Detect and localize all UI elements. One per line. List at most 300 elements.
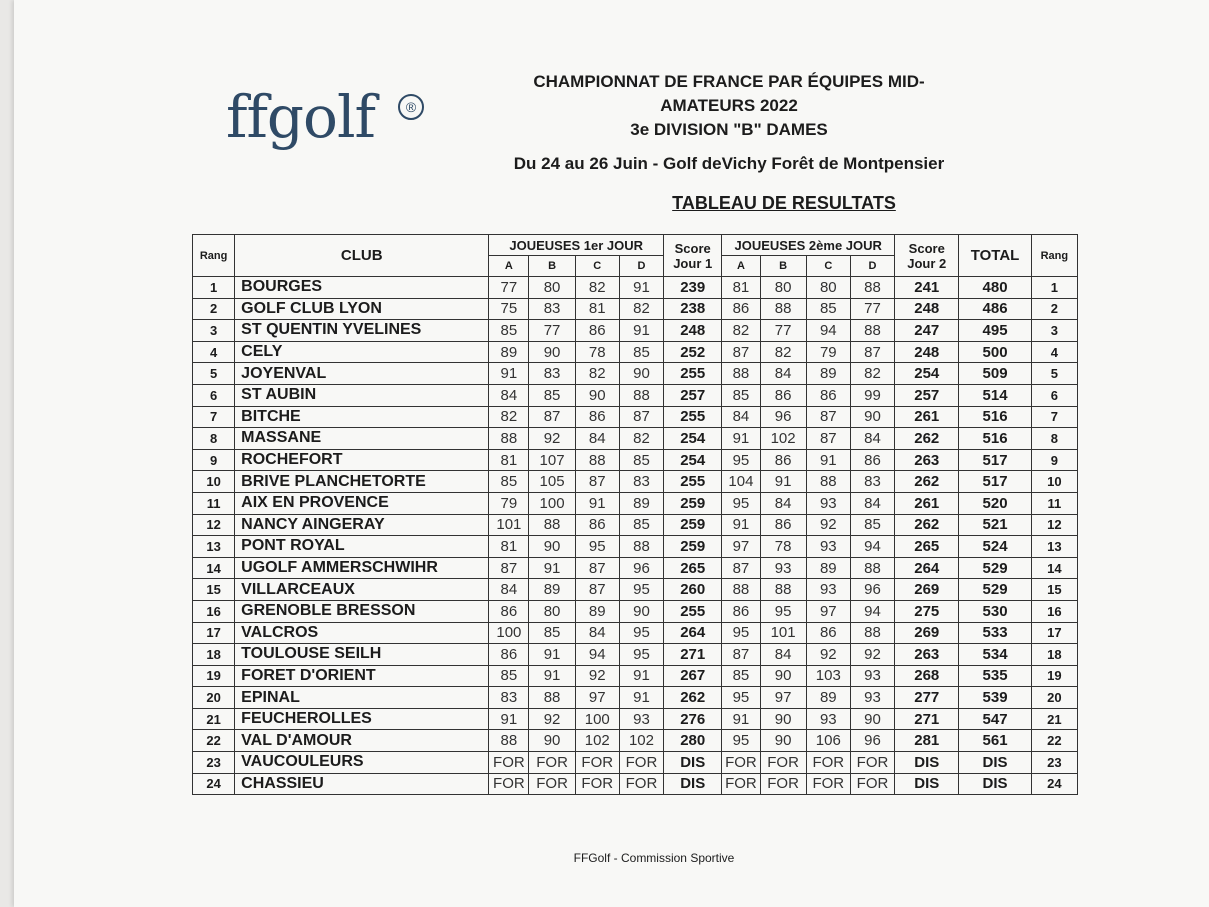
club-name-cell: AIX EN PROVENCE [235,492,489,514]
total-cell: 529 [959,557,1031,579]
day2-player-score-cell: FOR [850,773,894,795]
total-cell: 520 [959,492,1031,514]
day1-player-score-cell: 91 [575,492,619,514]
total-cell: 534 [959,644,1031,666]
total-cell: DIS [959,773,1031,795]
total-cell: 561 [959,730,1031,752]
day2-player-score-cell: 106 [806,730,850,752]
day2-player-score-cell: 91 [722,514,760,536]
day1-player-score-cell: 89 [619,492,663,514]
header-player-d: D [850,256,894,277]
day2-player-score-cell: 78 [760,536,806,558]
table-row [193,298,1078,320]
header-player-b: B [760,256,806,277]
day1-player-score-cell: 107 [529,449,575,471]
day2-player-score-cell: FOR [806,773,850,795]
day2-player-score-cell: 93 [850,665,894,687]
rank-right-cell: 13 [1031,536,1077,558]
day2-player-score-cell: 85 [722,665,760,687]
day2-player-score-cell: 88 [722,579,760,601]
day2-player-score-cell: FOR [760,773,806,795]
club-name-cell: CELY [235,341,489,363]
day1-player-score-cell: 95 [575,536,619,558]
rank-cell: 10 [193,471,235,493]
day1-score-cell: 238 [664,298,722,320]
day1-score-cell: 260 [664,579,722,601]
day2-player-score-cell: 86 [760,384,806,406]
day2-player-score-cell: 86 [806,384,850,406]
rank-cell: 24 [193,773,235,795]
total-cell: 495 [959,320,1031,342]
day1-player-score-cell: 86 [575,406,619,428]
day2-player-score-cell: 95 [722,730,760,752]
rank-cell: 16 [193,600,235,622]
total-cell: 500 [959,341,1031,363]
day1-player-score-cell: 88 [489,730,529,752]
day2-score-cell: 257 [895,384,959,406]
header-score-day2-line2: Jour 2 [907,255,947,271]
rank-cell: 8 [193,428,235,450]
day1-player-score-cell: 97 [575,687,619,709]
rank-right-cell: 14 [1031,557,1077,579]
club-name-cell: ST QUENTIN YVELINES [235,320,489,342]
ffgolf-logo: ffgolf [226,83,375,151]
club-name-cell: VAUCOULEURS [235,752,489,774]
day2-player-score-cell: 80 [806,277,850,299]
document-page [14,0,1209,907]
day2-score-cell: 271 [895,708,959,730]
day2-score-cell: 277 [895,687,959,709]
day2-player-score-cell: 88 [850,277,894,299]
rank-right-cell: 24 [1031,773,1077,795]
day2-player-score-cell: 91 [760,471,806,493]
rank-right-cell: 10 [1031,471,1077,493]
day1-player-score-cell: 95 [619,644,663,666]
club-name-cell: CHASSIEU [235,773,489,795]
header-player-b: B [529,256,575,277]
title-line: AMATEURS 2022 [660,96,798,115]
table-row [193,449,1078,471]
header-day1-players: JOUEUSES 1er JOUR [489,235,664,256]
table-title: TABLEAU DE RESULTATS [672,193,896,213]
day2-player-score-cell: 90 [760,708,806,730]
day1-player-score-cell: 93 [619,708,663,730]
header-total: TOTAL [959,235,1031,277]
day1-player-score-cell: FOR [575,752,619,774]
day1-score-cell: 255 [664,600,722,622]
day1-player-score-cell: 88 [489,428,529,450]
day1-player-score-cell: 91 [619,320,663,342]
day2-player-score-cell: 99 [850,384,894,406]
club-name-cell: JOYENVAL [235,363,489,385]
table-row [193,341,1078,363]
day2-player-score-cell: 94 [850,536,894,558]
day2-score-cell: 261 [895,492,959,514]
total-cell: 480 [959,277,1031,299]
club-name-cell: UGOLF AMMERSCHWIHR [235,557,489,579]
table-row [193,622,1078,644]
document-title [444,70,1014,142]
day2-player-score-cell: 90 [760,665,806,687]
rank-cell: 15 [193,579,235,601]
day2-player-score-cell: 86 [760,514,806,536]
day1-player-score-cell: 90 [575,384,619,406]
day1-player-score-cell: 89 [529,579,575,601]
total-cell: 530 [959,600,1031,622]
club-name-cell: BOURGES [235,277,489,299]
day1-player-score-cell: 90 [529,341,575,363]
rank-right-cell: 5 [1031,363,1077,385]
header-player-a: A [722,256,760,277]
day2-player-score-cell: 88 [850,557,894,579]
day1-score-cell: 276 [664,708,722,730]
total-cell: 524 [959,536,1031,558]
club-name-cell: MASSANE [235,428,489,450]
day2-player-score-cell: 93 [806,536,850,558]
club-name-cell: TOULOUSE SEILH [235,644,489,666]
day2-player-score-cell: 87 [722,644,760,666]
header-score-day1 [664,235,722,277]
day2-score-cell: 254 [895,363,959,385]
rank-cell: 2 [193,298,235,320]
day1-player-score-cell: 86 [575,320,619,342]
day1-score-cell: 239 [664,277,722,299]
header-rang: Rang [193,235,235,277]
rank-right-cell: 17 [1031,622,1077,644]
rank-right-cell: 21 [1031,708,1077,730]
day2-player-score-cell: 92 [850,644,894,666]
total-cell: 517 [959,471,1031,493]
club-name-cell: VALCROS [235,622,489,644]
day1-player-score-cell: 92 [529,428,575,450]
rank-cell: 13 [193,536,235,558]
day1-score-cell: 259 [664,492,722,514]
results-table [192,234,1078,795]
table-row [193,536,1078,558]
rank-cell: 23 [193,752,235,774]
day1-player-score-cell: 80 [529,277,575,299]
day1-player-score-cell: 83 [489,687,529,709]
rank-right-cell: 20 [1031,687,1077,709]
day1-player-score-cell: 100 [575,708,619,730]
day2-score-cell: 262 [895,514,959,536]
day2-score-cell: 262 [895,471,959,493]
rank-cell: 20 [193,687,235,709]
total-cell: 516 [959,406,1031,428]
day1-player-score-cell: 85 [529,622,575,644]
day1-player-score-cell: FOR [619,773,663,795]
club-name-cell: NANCY AINGERAY [235,514,489,536]
day1-score-cell: 271 [664,644,722,666]
total-cell: 521 [959,514,1031,536]
day2-score-cell: 269 [895,579,959,601]
day2-player-score-cell: 81 [722,277,760,299]
day2-score-cell: 281 [895,730,959,752]
header-score-day1-line1: Score [674,240,711,256]
day1-player-score-cell: 91 [529,557,575,579]
day2-player-score-cell: 85 [806,298,850,320]
rank-right-cell: 9 [1031,449,1077,471]
table-row [193,320,1078,342]
day2-player-score-cell: 79 [806,341,850,363]
total-cell: 539 [959,687,1031,709]
rank-right-cell: 22 [1031,730,1077,752]
day1-player-score-cell: 79 [489,492,529,514]
day2-player-score-cell: 97 [760,687,806,709]
day1-score-cell: 265 [664,557,722,579]
day1-score-cell: 267 [664,665,722,687]
day2-player-score-cell: 87 [806,428,850,450]
day1-score-cell: 254 [664,428,722,450]
day2-player-score-cell: 95 [760,600,806,622]
day1-player-score-cell: 80 [529,600,575,622]
day2-player-score-cell: 86 [806,622,850,644]
day1-player-score-cell: 85 [489,471,529,493]
table-row [193,557,1078,579]
rank-cell: 4 [193,341,235,363]
table-row [193,665,1078,687]
day1-player-score-cell: 88 [619,536,663,558]
day1-player-score-cell: 86 [489,644,529,666]
day2-player-score-cell: 84 [850,428,894,450]
day2-player-score-cell: 89 [806,557,850,579]
day2-player-score-cell: 94 [806,320,850,342]
day1-player-score-cell: 85 [619,449,663,471]
day2-score-cell: 264 [895,557,959,579]
day2-player-score-cell: 89 [806,363,850,385]
day1-player-score-cell: 88 [529,514,575,536]
table-row [193,492,1078,514]
day1-player-score-cell: FOR [489,773,529,795]
day1-score-cell: 248 [664,320,722,342]
table-row [193,384,1078,406]
day2-player-score-cell: 96 [850,730,894,752]
title-line: 3e DIVISION "B" DAMES [630,120,828,139]
day1-player-score-cell: 82 [575,363,619,385]
header-player-c: C [806,256,850,277]
header-player-d: D [619,256,663,277]
day1-player-score-cell: 105 [529,471,575,493]
day2-player-score-cell: 87 [806,406,850,428]
day2-player-score-cell: 96 [760,406,806,428]
day1-player-score-cell: 81 [489,536,529,558]
header-day2-players: JOUEUSES 2ème JOUR [722,235,895,256]
day1-player-score-cell: 78 [575,341,619,363]
day1-player-score-cell: 90 [619,363,663,385]
day1-player-score-cell: 90 [619,600,663,622]
day1-player-score-cell: 82 [575,277,619,299]
day2-player-score-cell: FOR [722,773,760,795]
day2-score-cell: 261 [895,406,959,428]
day2-player-score-cell: 91 [806,449,850,471]
day1-player-score-cell: 94 [575,644,619,666]
day1-player-score-cell: 92 [575,665,619,687]
day1-player-score-cell: FOR [575,773,619,795]
day1-score-cell: 254 [664,449,722,471]
day2-player-score-cell: 88 [850,320,894,342]
day1-player-score-cell: 84 [489,579,529,601]
table-row [193,708,1078,730]
day2-score-cell: 247 [895,320,959,342]
day2-player-score-cell: 94 [850,600,894,622]
day2-player-score-cell: 86 [760,449,806,471]
total-cell: 535 [959,665,1031,687]
day1-player-score-cell: 102 [619,730,663,752]
day1-player-score-cell: 75 [489,298,529,320]
day1-score-cell: 280 [664,730,722,752]
total-cell: 516 [959,428,1031,450]
day2-score-cell: 263 [895,644,959,666]
day1-player-score-cell: 88 [619,384,663,406]
day1-player-score-cell: FOR [489,752,529,774]
rank-right-cell: 12 [1031,514,1077,536]
day2-player-score-cell: 95 [722,622,760,644]
day1-player-score-cell: FOR [619,752,663,774]
day1-player-score-cell: 82 [619,298,663,320]
day1-player-score-cell: 77 [489,277,529,299]
table-row [193,687,1078,709]
rank-right-cell: 16 [1031,600,1077,622]
day2-player-score-cell: 91 [722,428,760,450]
day1-player-score-cell: 77 [529,320,575,342]
day1-score-cell: 257 [664,384,722,406]
day2-player-score-cell: 83 [850,471,894,493]
total-cell: 517 [959,449,1031,471]
table-row [193,471,1078,493]
day2-score-cell: 269 [895,622,959,644]
day2-player-score-cell: 95 [722,687,760,709]
rank-cell: 19 [193,665,235,687]
day1-player-score-cell: 85 [619,341,663,363]
day1-player-score-cell: 83 [529,363,575,385]
table-row [193,600,1078,622]
day1-score-cell: 259 [664,536,722,558]
total-cell: 533 [959,622,1031,644]
day2-player-score-cell: 93 [760,557,806,579]
club-name-cell: ST AUBIN [235,384,489,406]
rank-cell: 21 [193,708,235,730]
day1-player-score-cell: 91 [619,277,663,299]
table-row [193,428,1078,450]
rank-cell: 18 [193,644,235,666]
rank-right-cell: 3 [1031,320,1077,342]
day2-player-score-cell: 104 [722,471,760,493]
day1-player-score-cell: 83 [529,298,575,320]
day2-player-score-cell: 86 [722,298,760,320]
day2-player-score-cell: 84 [850,492,894,514]
footer-text: FFGolf - Commission Sportive [573,851,735,865]
day1-player-score-cell: FOR [529,773,575,795]
table-row [193,363,1078,385]
day2-player-score-cell: 93 [806,492,850,514]
total-cell: 547 [959,708,1031,730]
club-name-cell: FORET D'ORIENT [235,665,489,687]
day1-score-cell: 255 [664,471,722,493]
day1-player-score-cell: 85 [489,320,529,342]
day2-player-score-cell: 84 [760,363,806,385]
rank-cell: 9 [193,449,235,471]
header-score-day2 [895,235,959,277]
day1-player-score-cell: 91 [529,665,575,687]
header-player-a: A [489,256,529,277]
table-row [193,644,1078,666]
day1-player-score-cell: 81 [489,449,529,471]
day1-player-score-cell: 91 [619,687,663,709]
day1-score-cell: 255 [664,363,722,385]
day1-score-cell: 264 [664,622,722,644]
day2-score-cell: DIS [895,773,959,795]
day1-score-cell: 259 [664,514,722,536]
club-name-cell: BITCHE [235,406,489,428]
rank-right-cell: 2 [1031,298,1077,320]
rank-right-cell: 6 [1031,384,1077,406]
day1-player-score-cell: 86 [489,600,529,622]
day1-player-score-cell: 95 [619,579,663,601]
day2-score-cell: 275 [895,600,959,622]
club-name-cell: FEUCHEROLLES [235,708,489,730]
day1-player-score-cell: 92 [529,708,575,730]
total-cell: 529 [959,579,1031,601]
club-name-cell: BRIVE PLANCHETORTE [235,471,489,493]
day1-player-score-cell: 87 [575,471,619,493]
rank-right-cell: 1 [1031,277,1077,299]
day2-player-score-cell: FOR [760,752,806,774]
title-line: CHAMPIONNAT DE FRANCE PAR ÉQUIPES MID- [533,72,925,91]
day2-player-score-cell: 102 [760,428,806,450]
rank-cell: 11 [193,492,235,514]
rank-right-cell: 8 [1031,428,1077,450]
day1-score-cell: 262 [664,687,722,709]
day1-player-score-cell: 87 [489,557,529,579]
day2-player-score-cell: 84 [760,644,806,666]
rank-right-cell: 7 [1031,406,1077,428]
rank-right-cell: 15 [1031,579,1077,601]
day1-score-cell: 255 [664,406,722,428]
header-score-day1-line2: Jour 1 [673,255,713,271]
day1-player-score-cell: 84 [489,384,529,406]
day2-score-cell: DIS [895,752,959,774]
club-name-cell: ROCHEFORT [235,449,489,471]
day2-player-score-cell: 86 [722,600,760,622]
day1-player-score-cell: 95 [619,622,663,644]
total-cell: 486 [959,298,1031,320]
rank-cell: 7 [193,406,235,428]
day2-score-cell: 268 [895,665,959,687]
day2-player-score-cell: 97 [722,536,760,558]
day2-player-score-cell: 80 [760,277,806,299]
day2-player-score-cell: 89 [806,687,850,709]
total-cell: 514 [959,384,1031,406]
day2-player-score-cell: 90 [850,708,894,730]
day2-player-score-cell: 97 [806,600,850,622]
rank-right-cell: 11 [1031,492,1077,514]
day1-player-score-cell: 88 [529,687,575,709]
day2-player-score-cell: FOR [850,752,894,774]
day2-player-score-cell: 84 [722,406,760,428]
day1-player-score-cell: 90 [529,730,575,752]
total-cell: DIS [959,752,1031,774]
day2-player-score-cell: 87 [722,557,760,579]
day2-player-score-cell: 91 [722,708,760,730]
day1-player-score-cell: 102 [575,730,619,752]
rank-right-cell: 18 [1031,644,1077,666]
day1-player-score-cell: 91 [619,665,663,687]
table-row [193,579,1078,601]
day1-player-score-cell: 82 [619,428,663,450]
day2-score-cell: 248 [895,298,959,320]
total-cell: 509 [959,363,1031,385]
rooster-icon: ® [398,94,424,120]
